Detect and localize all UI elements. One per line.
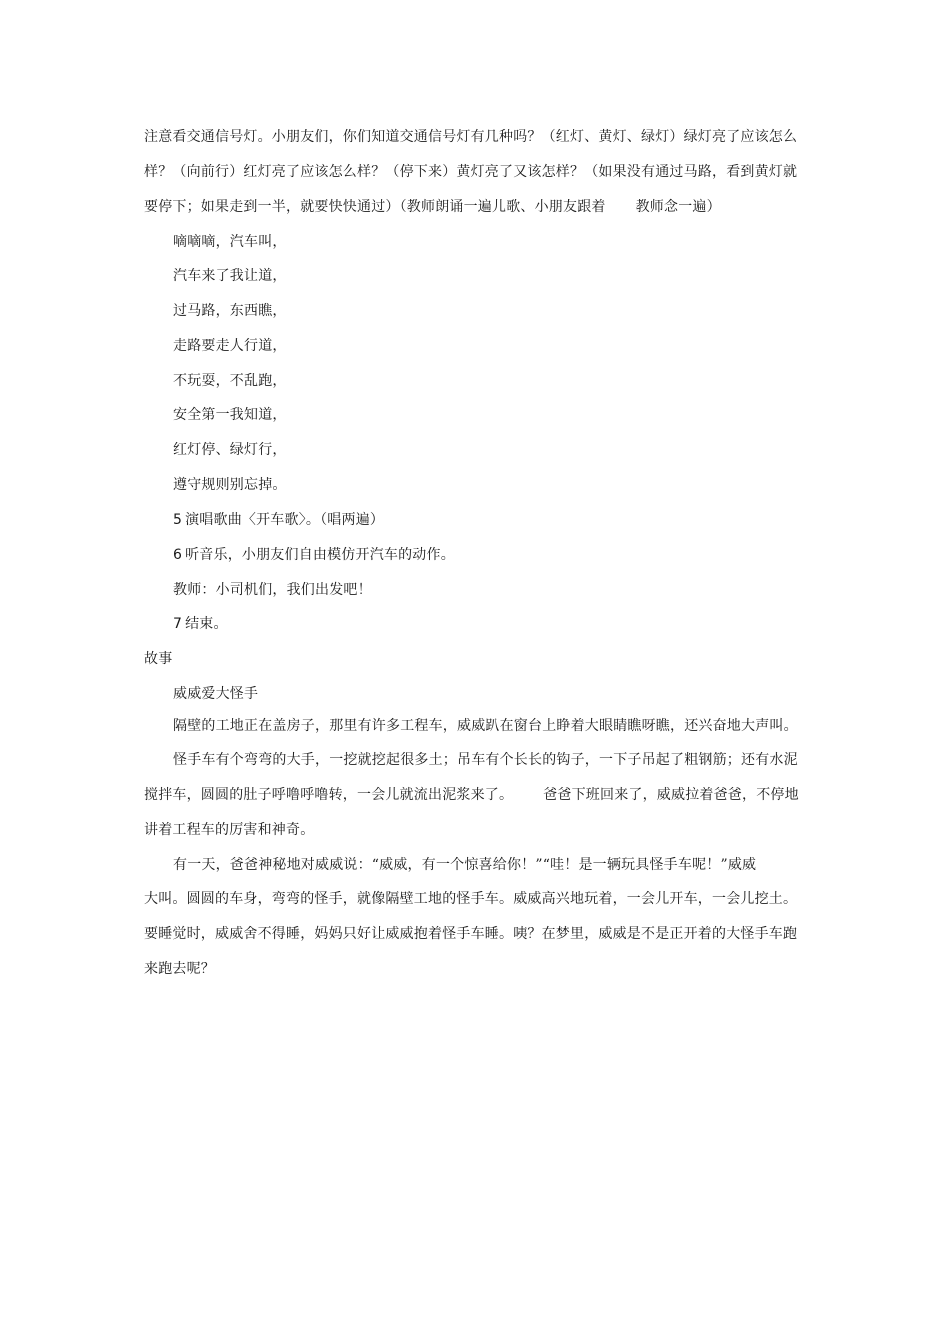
rhyme-line-6: 安全第一我知道， xyxy=(173,407,287,423)
step-5-text: 演唱歌曲〈开车歌〉。（唱两遍） xyxy=(185,512,385,528)
story-heading: 故事 xyxy=(144,651,173,667)
story-paragraph-2-line-2 xyxy=(144,785,814,805)
story-title: 威威爱大怪手 xyxy=(173,686,259,702)
step-7-number: 7 xyxy=(173,616,183,632)
story-paragraph-2-line-1: 怪手车有个弯弯的大手，一挖就挖起很多土；吊车有个长长的钩子，一下子吊起了粗钢筋；还有水泥 xyxy=(173,752,798,768)
step-5-number: 5 xyxy=(173,512,183,528)
story-paragraph-3-line-3: 要睡觉时，威威舍不得睡，妈妈只好让威威抱着怪手车睡。咦？在梦里，威威是不是正开着的大怪手车跑 xyxy=(144,926,798,942)
step-7 xyxy=(173,614,843,634)
rhyme-line-5: 不玩耍，不乱跑， xyxy=(173,373,287,389)
story-paragraph-3-line-1: 有一天，爸爸神秘地对威威说：“威威，有一个惊喜给你！”“哇！是一辆玩具怪手车呢！”威威 xyxy=(173,857,757,873)
rhyme-line-3: 过马路，东西瞧， xyxy=(173,303,287,319)
story-paragraph-2-line-2-part-b: 爸爸下班回来了，威威拉着爸爸，不停地 xyxy=(543,787,799,803)
intro-line-1: 注意看交通信号灯。小朋友们，你们知道交通信号灯有几种吗？（红灯、黄灯、绿灯）绿灯亮了应该怎么 xyxy=(144,129,798,145)
step-6-text: 听音乐，小朋友们自由模仿开汽车的动作。 xyxy=(185,547,455,563)
intro-line-3 xyxy=(144,197,814,217)
intro-line-3-part-b: 教师念一遍） xyxy=(635,199,721,215)
step-5 xyxy=(173,510,843,530)
story-paragraph-3-line-4: 来跑去呢？ xyxy=(144,961,215,977)
story-paragraph-1: 隔壁的工地正在盖房子，那里有许多工程车，威威趴在窗台上睁着大眼睛瞧呀瞧，还兴奋地大声叫。 xyxy=(173,718,798,734)
intro-line-2: 样？（向前行）红灯亮了应该怎么样？（停下来）黄灯亮了又该怎样？（如果没有通过马路，看到黄灯就 xyxy=(144,164,798,180)
story-paragraph-2-line-2-part-a: 搅拌车，圆圆的肚子呼噜呼噜转，一会儿就流出泥浆来了。 xyxy=(144,787,514,803)
intro-line-3-part-a: 要停下；如果走到一半，就要快快通过）（教师朗诵一遍儿歌、小朋友跟着 xyxy=(144,199,606,215)
rhyme-line-2: 汽车来了我让道， xyxy=(173,268,287,284)
rhyme-line-1: 嘀嘀嘀，汽车叫， xyxy=(173,234,287,250)
teacher-line: 教师：小司机们，我们出发吧！ xyxy=(173,582,372,598)
step-6 xyxy=(173,545,843,565)
step-6-number: 6 xyxy=(173,547,183,563)
story-paragraph-2-line-3: 讲着工程车的厉害和神奇。 xyxy=(144,822,315,838)
rhyme-line-7: 红灯停、绿灯行， xyxy=(173,442,287,458)
story-paragraph-3-line-2: 大叫。圆圆的车身，弯弯的怪手，就像隔壁工地的怪手车。威威高兴地玩着，一会儿开车，一会儿挖土。 xyxy=(144,891,798,907)
step-7-text: 结束。 xyxy=(185,616,228,632)
rhyme-line-4: 走路要走人行道， xyxy=(173,338,287,354)
rhyme-line-8: 遵守规则别忘掉。 xyxy=(173,477,287,493)
